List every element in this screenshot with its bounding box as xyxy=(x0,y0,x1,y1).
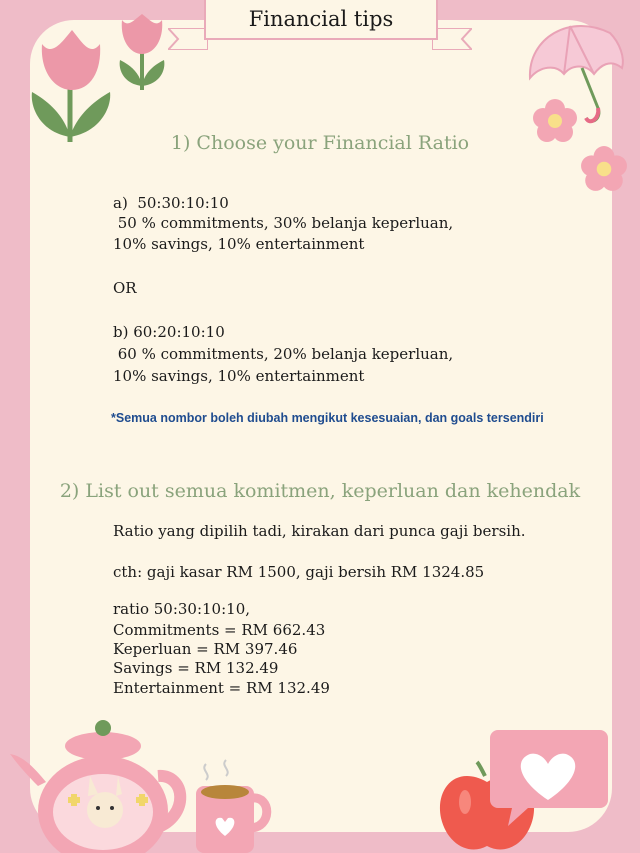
entertainment-amount: Entertainment = RM 132.49 xyxy=(113,679,330,697)
option-b-line1: 60 % commitments, 20% belanja keperluan, xyxy=(113,345,454,363)
keperluan-amount: Keperluan = RM 397.46 xyxy=(113,640,298,658)
heart-speech-bubble-icon xyxy=(488,724,610,828)
adjustment-note: *Semua nombor boleh diubah mengikut kesesuaian, dan goals tersendiri xyxy=(111,411,544,425)
savings-amount: Savings = RM 132.49 xyxy=(113,659,279,677)
ratio-label: ratio 50:30:10:10, xyxy=(113,600,251,618)
or-label: OR xyxy=(113,279,137,297)
commitments-amount: Commitments = RM 662.43 xyxy=(113,621,326,639)
mug-icon xyxy=(192,756,274,853)
option-a-line1: 50 % commitments, 30% belanja keperluan, xyxy=(113,214,454,232)
tulip-small-icon xyxy=(112,12,172,92)
tulip-left-icon xyxy=(20,22,125,147)
section2-heading: 2) List out semua komitmen, keperluan dan kehendak xyxy=(59,480,581,502)
teapot-icon xyxy=(8,716,198,853)
option-b-line2: 10% savings, 10% entertainment xyxy=(113,367,365,385)
section1-heading: 1) Choose your Financial Ratio xyxy=(170,132,470,154)
option-a-line2: 10% savings, 10% entertainment xyxy=(113,235,365,253)
ratio-intro: Ratio yang dipilih tadi, kirakan dari punca gaji bersih. xyxy=(113,522,526,540)
option-a-ratio: a) 50:30:10:10 xyxy=(113,194,229,212)
page-title: Financial tips xyxy=(204,0,438,40)
banner-ribbon-left xyxy=(168,28,208,50)
option-b-ratio: b) 60:20:10:10 xyxy=(113,323,225,341)
banner-ribbon-right xyxy=(432,28,472,50)
salary-example: cth: gaji kasar RM 1500, gaji bersih RM 1324.85 xyxy=(113,563,485,581)
